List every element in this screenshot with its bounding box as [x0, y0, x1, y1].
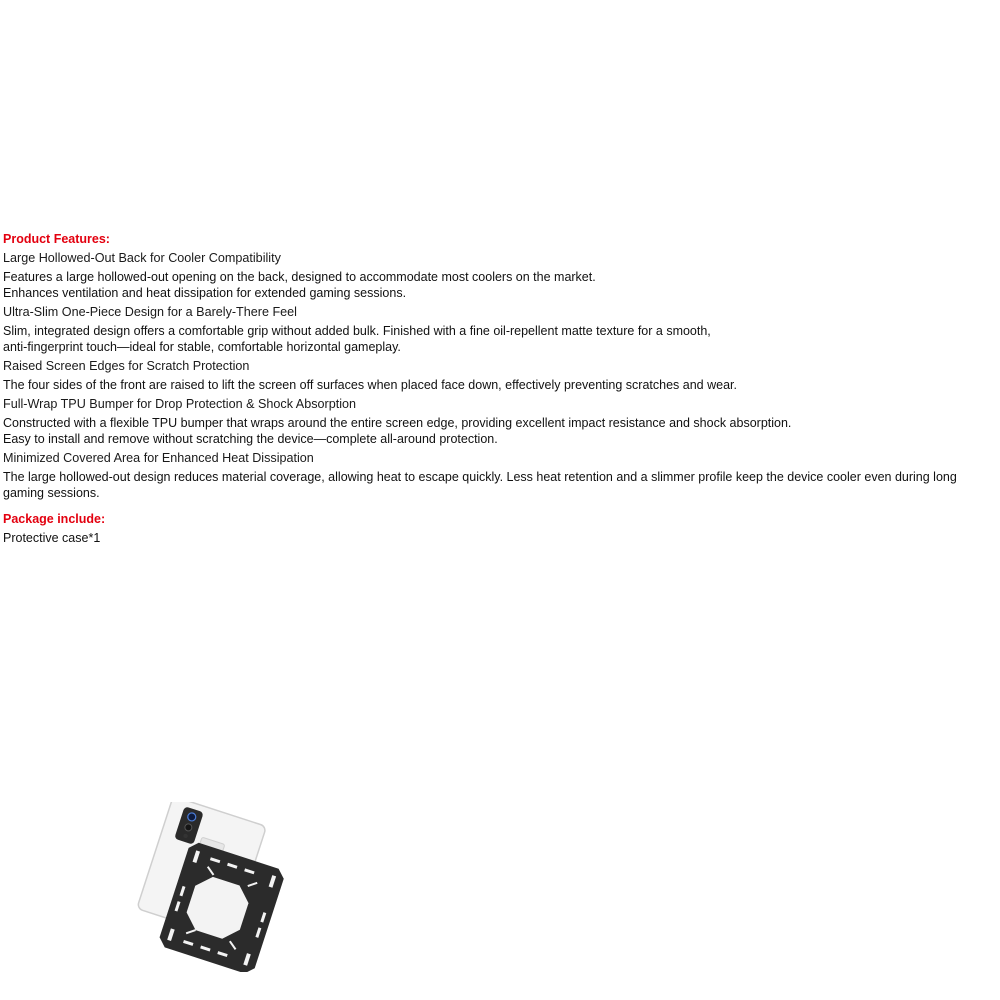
feature-block-1 [3, 250, 995, 301]
package-item: Protective case*1 [3, 531, 101, 545]
feature-block-5 [3, 450, 995, 501]
feature-block-3 [3, 358, 995, 393]
product-description [3, 231, 995, 546]
feature-line: Features a large hollowed-out opening on the back, designed to accommodate most coolers on the market. [3, 270, 596, 284]
feature-line: anti-fingerprint touch—ideal for stable, comfortable horizontal gameplay. [3, 340, 401, 354]
feature-title: Full-Wrap TPU Bumper for Drop Protection & Shock Absorption [3, 397, 357, 411]
feature-line: The large hollowed-out design reduces material coverage, allowing heat to escape quickly. Less heat retention and a slimmer profile keep the device cooler even during long [3, 470, 957, 484]
feature-title: Large Hollowed-Out Back for Cooler Compatibility [3, 251, 281, 265]
package-heading: Package include: [3, 512, 106, 526]
feature-line: gaming sessions. [3, 486, 100, 500]
feature-title: Ultra-Slim One-Piece Design for a Barely-There Feel [3, 305, 297, 319]
feature-line: Constructed with a flexible TPU bumper that wraps around the entire screen edge, providing excellent impact resistance and shock absorption. [3, 416, 792, 430]
feature-line: Slim, integrated design offers a comfortable grip without added bulk. Finished with a fine oil-repellent matte texture for a smooth, [3, 324, 711, 338]
features-heading: Product Features: [3, 232, 110, 246]
product-image [125, 802, 295, 972]
feature-block-2 [3, 304, 995, 355]
feature-line: Easy to install and remove without scratching the device—complete all-around protection. [3, 432, 498, 446]
feature-line: Enhances ventilation and heat dissipation for extended gaming sessions. [3, 286, 407, 300]
feature-block-4 [3, 396, 995, 447]
feature-title: Raised Screen Edges for Scratch Protection [3, 359, 250, 373]
feature-line: The four sides of the front are raised to lift the screen off surfaces when placed face down, effectively preventing scratches and wear. [3, 378, 737, 392]
case-illustration [125, 802, 295, 972]
feature-title: Minimized Covered Area for Enhanced Heat Dissipation [3, 451, 314, 465]
